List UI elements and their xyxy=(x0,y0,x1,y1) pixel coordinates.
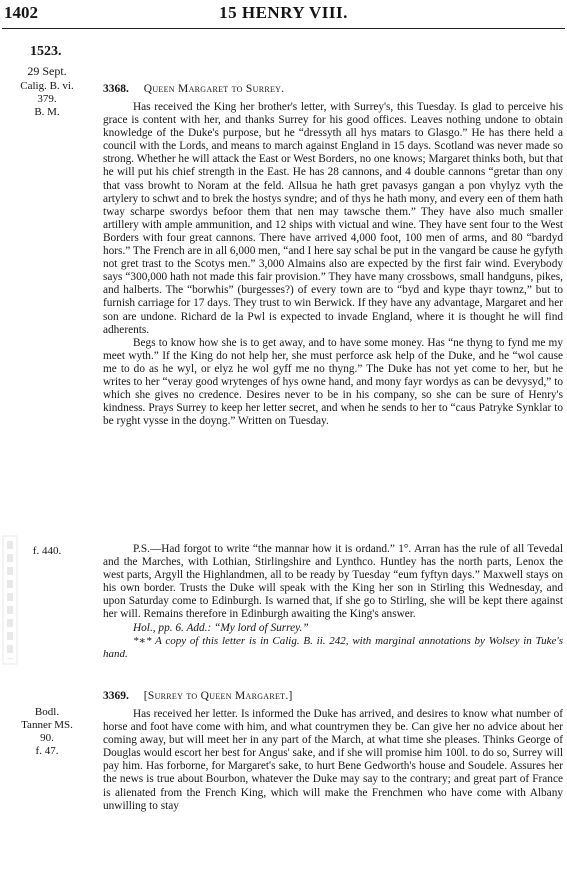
entry-postscript-3368 xyxy=(103,543,563,661)
entry-body-3368 xyxy=(103,101,563,428)
editorial-note: *∗* A copy of this letter is in Calig. B. ii. 242, with marginal annotations by Wolsey in Tuke's hand. xyxy=(103,634,563,660)
paragraph: Has received her letter. Is informed the Duke has arrived, and desires to know what number of horse and foot have come with him, and what countrymen they be. Can give her no advice about her coming away, but will meet her in any part of the March, at what time she pleases. Thinks George of Douglas would escort her best for Angus' sake, and if she will promise him 100l. to do so, Surrey will pay him. Has forborne, for Margaret's sake, to hurt Bene Gedworth's house and Soudele. Assures her the news is true about Bourbon, whatever the Duke may say to the contrary; and great part of France is alienated from the French King, which will make the Frenchmen who have come with Albany unwilling to stay xyxy=(103,708,563,812)
entry-title: Queen Margaret to Surrey. xyxy=(143,83,285,95)
paragraph: Begs to know how she is to get away, and to have some money. Has “ne thyng to fynd me my meet wyth.” If the King do not help her, she must perforce ask help of the Duke, and he “wol cause me to do as he wyl, or elyz he wol gyff me no thyng.” The Duke has not yet come to her, but he writes to her “veray good wrytenges of hys owne hand, and mony fayr wordys as can be devysyd,” to which she gives no credence. Desires never to be in his company, so she can be sure of Henry's kindness. Prays Surrey to keep her letter secret, and when he sends to her to “caus Patryke Synklar to be ryght vysse in the doyng.” Written on Tuesday. xyxy=(103,336,563,428)
entry-number: 3368. xyxy=(103,83,129,95)
holograph-note: Hol., pp. 6. Add.: “My lord of Surrey.” xyxy=(133,621,309,634)
entry-heading-3368 xyxy=(103,82,563,96)
year-heading: 1523. xyxy=(30,44,62,59)
entry-number: 3369. xyxy=(103,690,129,702)
paragraph: P.S.—Had forgot to write “the mannar how it is ordand.” 1°. Arran has the rule of all Tevedal and the Marches, with Lothian, Stirlingshire and Lynthco. Huntley has the north parts, Lenox the west parts, Argyll the Highlandmen, all to be ready by Tuesday “eum fyftyn days.” Maxwell stays on his own border. Trusts the Duke will speak with the King her son in Stirling this Wednesday, and upon Saturday come to Edinburgh. Is warned that, if she go to Stirling, she will be kept there against her will. Remains therefore in Edinburgh awaiting the King's answer. xyxy=(103,543,563,621)
margin-reference: B. M. xyxy=(34,106,60,118)
header-rule xyxy=(2,28,565,29)
margin-reference: 379. xyxy=(37,93,57,105)
library-stamp-watermark xyxy=(2,535,18,665)
page-number: 1402 xyxy=(4,3,38,22)
margin-reference: f. 47. xyxy=(35,745,59,757)
entry-body-3369 xyxy=(103,708,563,813)
margin-reference: Calig. B. vi. xyxy=(20,80,74,92)
margin-reference: 90. xyxy=(40,732,54,744)
entry-heading-3369 xyxy=(103,689,563,703)
margin-date: 29 Sept. xyxy=(27,64,67,78)
margin-reference: Bodl. xyxy=(34,706,60,718)
margin-reference: Tanner MS. xyxy=(21,719,73,731)
margin-folio: f. 440. xyxy=(32,545,62,557)
entry-title: [Surrey to Queen Margaret.] xyxy=(143,690,293,702)
paragraph: Has received the King her brother's letter, with Surrey's, this Tuesday. Is glad to perceive his grace is content with her, and thanks Surrey for his good offices. Leaves nothing undone to obtain knowledge of the Duke's purpose, but he “dressyth all hys matars to Glasgo.” He has there held a council with the Lords, and means to march against England in 15 days. Scotland was never made so strong. Whether he will attack the East or West Borders, no one knows; Margaret thinks both, but that he will put his chief strength in the East. He has 28 cannons, and 4 double cannons “gretar than ony that vass browht to Noram at the feld. Allsua he hath gret pavasys gangan a pon vhylyz vyth the artylery to schwt and to brek the hostys syndre; and of thys he hath mony, and every een of them hath tway scharpe swordys befoor them that nen may tawsche them.” They have also much smaller artillery with ample ammunition, and 12 ships with victual and wine. They have sent four to the West Borders with four great cannons. There have arrived 4,000 foot, 100 men of arms, and 80 “bardyd hors.” The French are in all 6,000 men, “and I here say schal be put in the vangard be cause he gyfyth not gret trast to the Scotys men.” 3,000 Almains also are expected by the first fair wind. Everybody says “300,000 hath not made this fair provision.” They have many crossbows, small handguns, pikes, and halberts. The “borwhis” (burgesses?) of every town are to “byd and kype thayr townz,” but to furnish carriage for 17 days. They trust to win Berwick. If they have any advantage, Margaret and her son are undone. Richard de la Pwl is expected to invade England, where it is thought he will find adherents. xyxy=(103,101,563,336)
running-head: 15 HENRY VIII. xyxy=(219,3,348,22)
